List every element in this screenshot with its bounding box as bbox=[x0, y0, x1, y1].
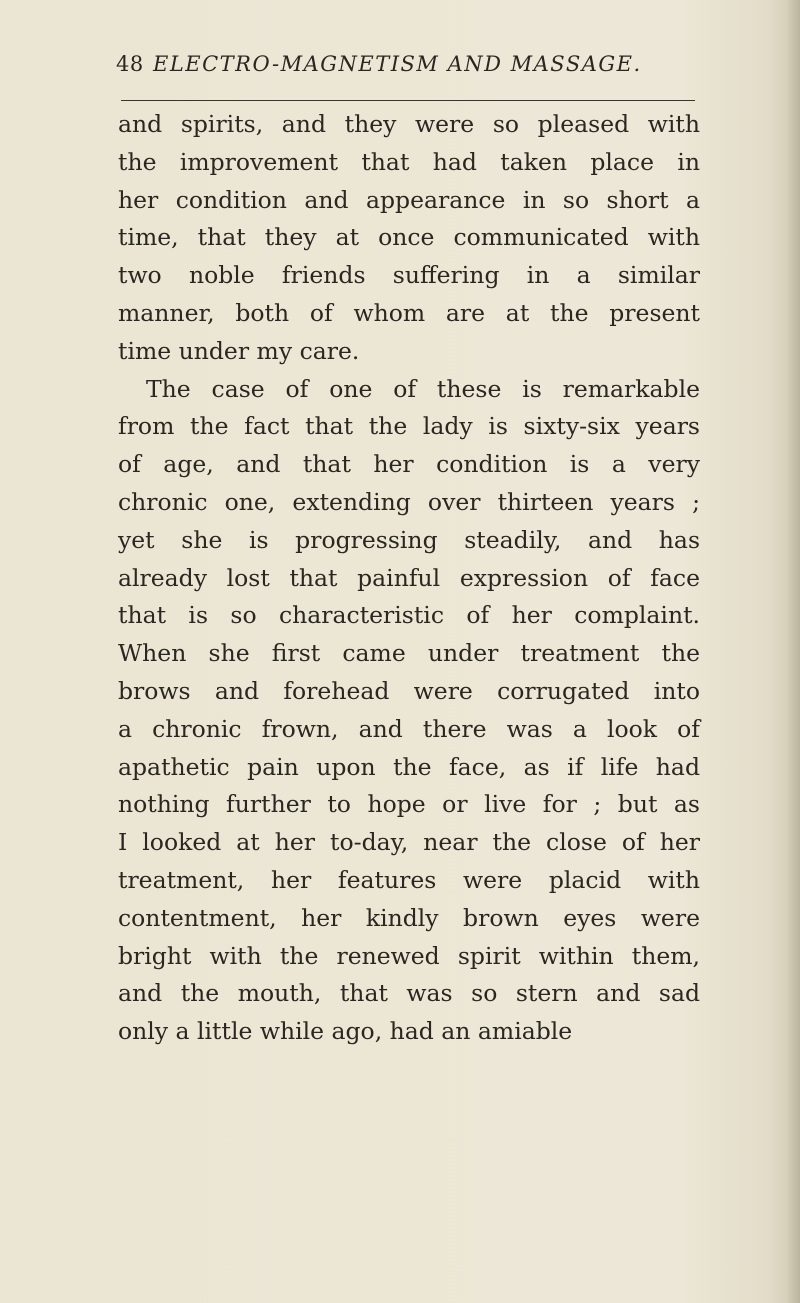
text-line: contentment, her kindly brown eyes were bbox=[118, 903, 700, 932]
text-line: treatment, her features were placid with bbox=[118, 865, 700, 894]
page-number: 48 bbox=[116, 52, 144, 76]
text-line: only a little while ago, had an amiable bbox=[118, 1017, 573, 1046]
text-line: When she first came under treatment the bbox=[118, 639, 700, 668]
text-line: from the fact that the lady is sixty-six years bbox=[118, 412, 700, 441]
text-line: of age, and that her condition is a very bbox=[118, 450, 700, 479]
running-title: ELECTRO-MAGNETISM AND MASSAGE. bbox=[153, 52, 642, 76]
text-line: time, that they at once communicated with bbox=[118, 223, 700, 252]
text-line: two noble friends suffering in a similar bbox=[118, 261, 700, 290]
text-line: her condition and appearance in so short a bbox=[118, 185, 700, 214]
text-line: nothing further to hope or live for ; but as bbox=[118, 790, 700, 819]
text-line: bright with the renewed spirit within them, bbox=[118, 941, 700, 970]
running-head bbox=[116, 52, 706, 92]
page-edge-shadow bbox=[786, 0, 800, 1303]
text-line: time under my care. bbox=[118, 336, 360, 365]
text-line: chronic one, extending over thirteen years ; bbox=[118, 487, 700, 516]
paragraph-start-line: The case of one of these is remarkable bbox=[146, 374, 700, 403]
text-line: that is so characteristic of her complaint. bbox=[118, 601, 700, 630]
text-line: already lost that painful expression of face bbox=[118, 563, 700, 592]
text-line: yet she is progressing steadily, and has bbox=[118, 525, 700, 554]
text-line: a chronic frown, and there was a look of bbox=[118, 714, 700, 743]
body-text bbox=[118, 106, 700, 1051]
text-line: and the mouth, that was so stern and sad bbox=[118, 979, 700, 1008]
header-rule bbox=[121, 100, 695, 101]
text-line: and spirits, and they were so pleased with bbox=[118, 110, 700, 138]
text-line: manner, both of whom are at the present bbox=[118, 298, 700, 327]
text-line: I looked at her to-day, near the close of her bbox=[118, 828, 700, 857]
text-line: brows and forehead were corrugated into bbox=[118, 676, 700, 705]
text-line: the improvement that had taken place in bbox=[118, 147, 700, 176]
text-line: apathetic pain upon the face, as if life had bbox=[118, 752, 700, 781]
